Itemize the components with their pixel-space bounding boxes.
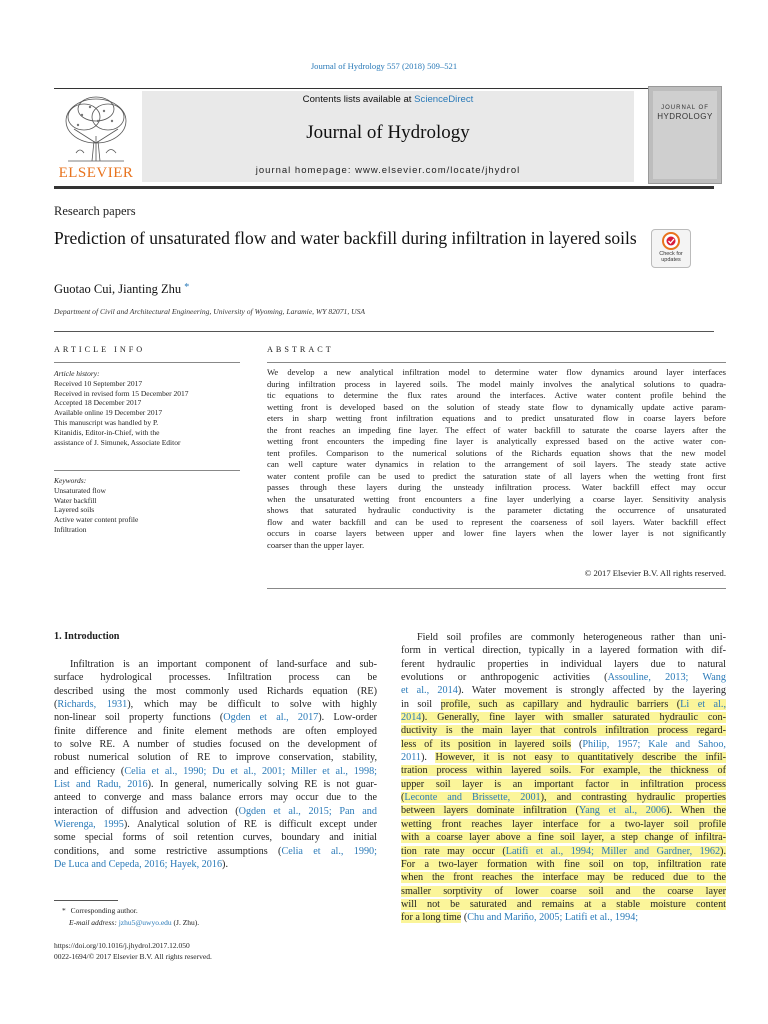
text-line: [54, 725, 377, 738]
text-span: with a coarse layer above a fine soil layer, a step change of infiltra-: [401, 832, 726, 844]
doi-link[interactable]: https://doi.org/10.1016/j.jhydrol.2017.12.050: [54, 941, 190, 950]
text-line: water content profile can be used to predict the saturation state of all layers when the wetting front first: [267, 470, 726, 481]
text-line: when the unsaturated wetting front encounters a fine layer underlying a coarse layer. Sensitivity analysis: [267, 493, 726, 504]
text-line: [54, 831, 377, 844]
text-line: tent profiles. Comparison to the numerical solutions of the Richards equation shows that the new model: [267, 447, 726, 458]
footnote-mark: *: [62, 906, 66, 915]
check-badge-line1: Check for: [659, 251, 683, 257]
text-span: ).: [720, 845, 726, 857]
text-span: ), and contrasting hydraulic properties: [540, 792, 726, 804]
text-line: [401, 898, 726, 911]
corresponding-text: Corresponding author.: [70, 906, 138, 915]
citation-link[interactable]: Celia et al., 1990;: [281, 845, 377, 857]
list-item: Available online 19 December 2017: [54, 408, 163, 418]
text-line: [54, 845, 377, 858]
keywords-rule: [54, 470, 240, 471]
list-item: Infiltration: [54, 524, 87, 534]
citation-link[interactable]: Leconte and Brissette, 2001: [404, 792, 541, 804]
text-line: We develop a new analytical infiltration model to determine water flow dynamics around layer interfaces: [267, 367, 726, 377]
text-span: ), which may be difficult to solve with highly: [127, 699, 378, 711]
elsevier-logo: [54, 91, 138, 184]
text-line: the front reaches an impeding fine layer. The effect of water backfill to saturate the coarse layers after the: [267, 424, 726, 435]
email-suffix: (J. Zhu).: [171, 918, 200, 927]
text-line: [401, 671, 726, 684]
authors: [54, 282, 189, 297]
abstract-bottom-rule: [267, 588, 726, 589]
abstract-heading: ABSTRACT: [267, 345, 334, 354]
homepage-link[interactable]: www.elsevier.com/locate/jhydrol: [355, 165, 521, 176]
citation-link[interactable]: Assouline, 2013; Wang: [607, 672, 726, 684]
text-span: profile, such as capillary and hydraulic barriers (: [440, 698, 681, 710]
text-span: ). When the: [666, 805, 727, 817]
text-span: ). In general, numerically solving RE is not guar-: [147, 779, 377, 791]
text-span: between layers dominate infiltration (: [401, 805, 579, 817]
text-line: [401, 845, 726, 858]
citation-link[interactable]: Ogden et al., 2015; Pan and: [238, 805, 377, 817]
abstract-copyright: © 2017 Elsevier B.V. All rights reserved.: [584, 568, 726, 578]
text-span: when the front reaches the interface may be reduced due to the: [401, 872, 726, 884]
text-line: [401, 658, 726, 671]
text-line: [54, 751, 377, 764]
keywords-block: [54, 476, 254, 535]
text-line: [54, 818, 377, 831]
list-item: Layered soils: [54, 505, 95, 515]
text-line: [401, 818, 726, 831]
text-line: tic equations to determine the flux rates around the interfaces. Active water content profile behind the: [267, 390, 726, 400]
text-line: [54, 671, 377, 684]
publisher-name: ELSEVIER: [58, 165, 134, 181]
list-item: Received in revised form 15 December 2017: [54, 388, 189, 398]
text-line: [54, 685, 377, 698]
check-badge-line2: updates: [661, 257, 681, 263]
text-span: in soil: [401, 698, 441, 710]
text-span: Field soil profiles are commonly heterogeneous rather than uni-: [417, 632, 726, 643]
text-span: conditions, and some restrictive assumptions (: [54, 845, 282, 857]
author-names: Guotao Cui, Jianting Zhu: [54, 282, 182, 296]
text-span: ).: [222, 859, 228, 871]
text-span: interaction of diffusion and advection (: [54, 805, 239, 817]
text-span: robust numerical solution of RE to improve conservation, stability,: [54, 752, 377, 764]
text-span: (: [571, 738, 583, 750]
text-span: will not be saturated and remains at a stable moisture content: [401, 898, 726, 910]
text-span: ). Water movement is strongly affected by the layering: [457, 685, 726, 697]
citation-link[interactable]: Ogden et al., 2017: [223, 712, 319, 724]
text-span: some special forms of soil retention curves, boundary and initial: [54, 832, 377, 844]
homepage-prefix: journal homepage:: [255, 165, 356, 176]
email-note: [69, 918, 199, 928]
text-span: (: [461, 912, 468, 924]
text-line: [401, 698, 726, 711]
affiliation: Department of Civil and Architectural Engineering, University of Wyoming, Laramie, WY 82071, USA: [54, 307, 366, 316]
journal-homepage: [142, 165, 634, 176]
text-line: [401, 791, 726, 804]
text-line: [54, 805, 377, 818]
cover-title-line1: JOURNAL OF: [661, 105, 709, 111]
list-item: assistance of J. Simunek, Associate Editor: [54, 437, 181, 447]
intro-right-column: [401, 631, 726, 925]
text-line: [401, 738, 726, 751]
text-line: [401, 911, 726, 924]
text-line: [54, 778, 377, 791]
text-span: to solve RE. A number of studies focused on the development of: [54, 739, 377, 751]
text-span: evolutions or anthropogenic activities (: [401, 672, 608, 684]
text-span: finite difference and finite element methods are often employed: [54, 725, 377, 737]
text-line: [401, 751, 726, 764]
citation-link[interactable]: 2011: [401, 752, 421, 764]
abstract-top-rule: [267, 362, 726, 363]
header-bottom-rule: [54, 186, 714, 189]
citation-link[interactable]: Latifi et al., 1994; Miller and Gardner, 1962: [505, 845, 721, 857]
text-line: [401, 885, 726, 898]
header-top-rule: [54, 88, 714, 89]
list-item: Accepted 18 December 2017: [54, 398, 142, 408]
text-span: less of its position in layered soils: [401, 738, 572, 750]
text-line: [401, 631, 726, 644]
text-span: anteed to converge and mass balance errors may occur due to the: [54, 792, 377, 804]
text-line: [401, 871, 726, 884]
list-item: Water backfill: [54, 495, 97, 505]
text-line: [401, 644, 726, 657]
text-span: Infiltration is an important component of land-surface and sub-: [70, 659, 377, 670]
text-span: for a long time: [401, 912, 462, 924]
footnote-rule: [54, 900, 118, 901]
text-line: [54, 711, 377, 724]
citation-link[interactable]: Yang et al., 2006: [578, 805, 667, 817]
email-link[interactable]: jzhu5@uwyo.edu: [118, 918, 172, 927]
cover-title-line2: HYDROLOGY: [657, 112, 713, 121]
text-line: [401, 711, 726, 724]
text-line: coarser than the upper layer.: [267, 539, 365, 550]
article-title: Prediction of unsaturated flow and water backfill during infiltration in layered soils: [54, 228, 637, 248]
text-span: form in vertical direction, typically in a layered formation with dif-: [401, 645, 726, 657]
text-span: However, it is not easy to quantitatively describe the infil-: [435, 752, 726, 764]
text-span: For a two-layer formation with fine soil on top, infiltration rate: [401, 858, 726, 870]
text-line: shows that saturated hydraulic conductivity is the parameter dictating the occurrence of unsaturated: [267, 505, 726, 515]
text-line: [54, 658, 377, 671]
text-line: [54, 738, 377, 751]
text-line: [54, 858, 377, 871]
journal-reference[interactable]: Journal of Hydrology 557 (2018) 509–521: [310, 61, 458, 71]
citation-link[interactable]: 2014: [401, 712, 422, 724]
text-span: ). Low-order: [318, 712, 377, 724]
citation-link[interactable]: Philip, 1957; Kale and Sahoo,: [582, 738, 726, 750]
citation-link[interactable]: Richards, 1931: [57, 699, 128, 711]
citation-link[interactable]: et al., 2014: [401, 685, 458, 697]
text-span: tion rate may occur (: [401, 845, 506, 857]
corresponding-author-note: [62, 906, 138, 916]
text-line: [401, 724, 726, 737]
journal-title: Journal of Hydrology: [306, 122, 470, 143]
corresponding-author-mark[interactable]: *: [184, 282, 190, 293]
history-label: Article history:: [54, 369, 100, 378]
text-line: [401, 858, 726, 871]
text-span: ). Generally, fine layer with smaller saturated hydraulic con-: [421, 712, 726, 724]
text-span: ductivity is the main layer that controls infiltration process regard-: [401, 725, 726, 737]
issn-copyright: 0022-1694/© 2017 Elsevier B.V. All rights reserved.: [54, 952, 212, 961]
contents-prefix: Contents lists available at: [302, 94, 415, 105]
text-span: and efficiency (: [54, 765, 125, 777]
article-info-heading: ARTICLE INFO: [54, 345, 146, 354]
list-item: Active water content profile: [54, 515, 139, 525]
text-line: [401, 804, 726, 817]
check-for-updates-badge[interactable]: [651, 229, 691, 267]
list-item: Received 10 September 2017: [54, 378, 143, 388]
list-item: This manuscript was handled by P.: [54, 417, 159, 427]
text-line: passes through these layers during the unsteady infiltration process. Water backfill effect may occur: [267, 482, 726, 492]
history-list: [54, 379, 254, 448]
text-span: (: [401, 792, 405, 804]
sciencedirect-link[interactable]: ScienceDirect: [414, 94, 474, 105]
citation-link[interactable]: List and Radu, 2016: [54, 779, 148, 791]
email-label: E-mail address:: [69, 918, 119, 927]
citation-link[interactable]: Celia et al., 1990; Du et al., 2001; Miller et al., 1998;: [124, 765, 377, 777]
text-span: smaller sorptivity of lower coarse soil and the coarse layer: [401, 885, 726, 897]
article-history: [54, 369, 254, 447]
intro-left-column: [54, 658, 377, 872]
citation-link[interactable]: Chu and Mariño, 2005; Latifi et al., 1994;: [467, 912, 639, 924]
list-item: Unsaturated flow: [54, 485, 106, 495]
citation-link[interactable]: Li et al.,: [680, 698, 726, 710]
text-span: ). Analytical solution of RE is difficult except under: [123, 819, 377, 831]
bookmark-check-icon: [662, 232, 680, 250]
text-line: wetting front encounters the impeding fine layer is analytically expressed based on the active water con-: [267, 436, 726, 446]
journal-cover-image[interactable]: [648, 86, 722, 184]
text-line: eters in sharp wetting front infiltration equations and to predict unsaturated flow in coarse layers before: [267, 413, 726, 423]
text-line: during infiltration process in layered soils. The model mainly involves the analytical solutions to quadra-: [267, 378, 726, 389]
text-span: upper soil layer is an important factor in infiltration process: [401, 778, 726, 790]
text-span: ferent hydraulic properties in individual layers due to natural: [401, 658, 726, 670]
text-line: [54, 698, 377, 711]
text-span: (: [54, 699, 58, 711]
abstract-text: [267, 367, 726, 551]
text-span: tration process within layered soils. For example, the thickness of: [401, 765, 726, 777]
text-span: wetting front reaches layer interface for a two-layer soil profile: [401, 818, 726, 830]
text-line: [54, 791, 377, 804]
introduction-heading: 1. Introduction: [54, 631, 120, 642]
text-line: [401, 831, 726, 844]
text-span: ).: [421, 752, 436, 764]
text-line: flow and water backfill and can be used to represent the coarseness of soil layers. Water backfill effect: [267, 516, 726, 527]
text-line: wetting front is developed based on the solution of steady state flow to dynamically update active param-: [267, 401, 726, 412]
text-line: [401, 778, 726, 791]
text-line: [54, 765, 377, 778]
contents-line: [142, 94, 634, 105]
text-line: can well capture water dynamics in relation to the arrangement of soil layers. The steady state active: [267, 459, 726, 469]
citation-link[interactable]: De Luca and Cepeda, 2016; Hayek, 2016: [54, 859, 223, 871]
section-type: Research papers: [54, 204, 136, 218]
text-line: [401, 684, 726, 697]
text-span: described using the most commonly used Richards equation (RE): [54, 685, 377, 697]
text-span: non-linear soil property functions (: [54, 712, 224, 724]
keywords-label: Keywords:: [54, 476, 87, 485]
text-line: occurs in coarse layers between upper and lower fine layers when the lower layer is not significantly: [267, 528, 726, 538]
text-line: [401, 764, 726, 777]
text-span: surface hydrological processes. Infiltration process can be: [54, 672, 377, 684]
info-top-rule: [54, 331, 714, 332]
list-item: Kitanidis, Editor-in-Chief, with the: [54, 427, 160, 437]
article-info-rule: [54, 362, 240, 363]
keywords-list: [54, 486, 254, 535]
citation-link[interactable]: Wierenga, 1995: [54, 819, 124, 831]
